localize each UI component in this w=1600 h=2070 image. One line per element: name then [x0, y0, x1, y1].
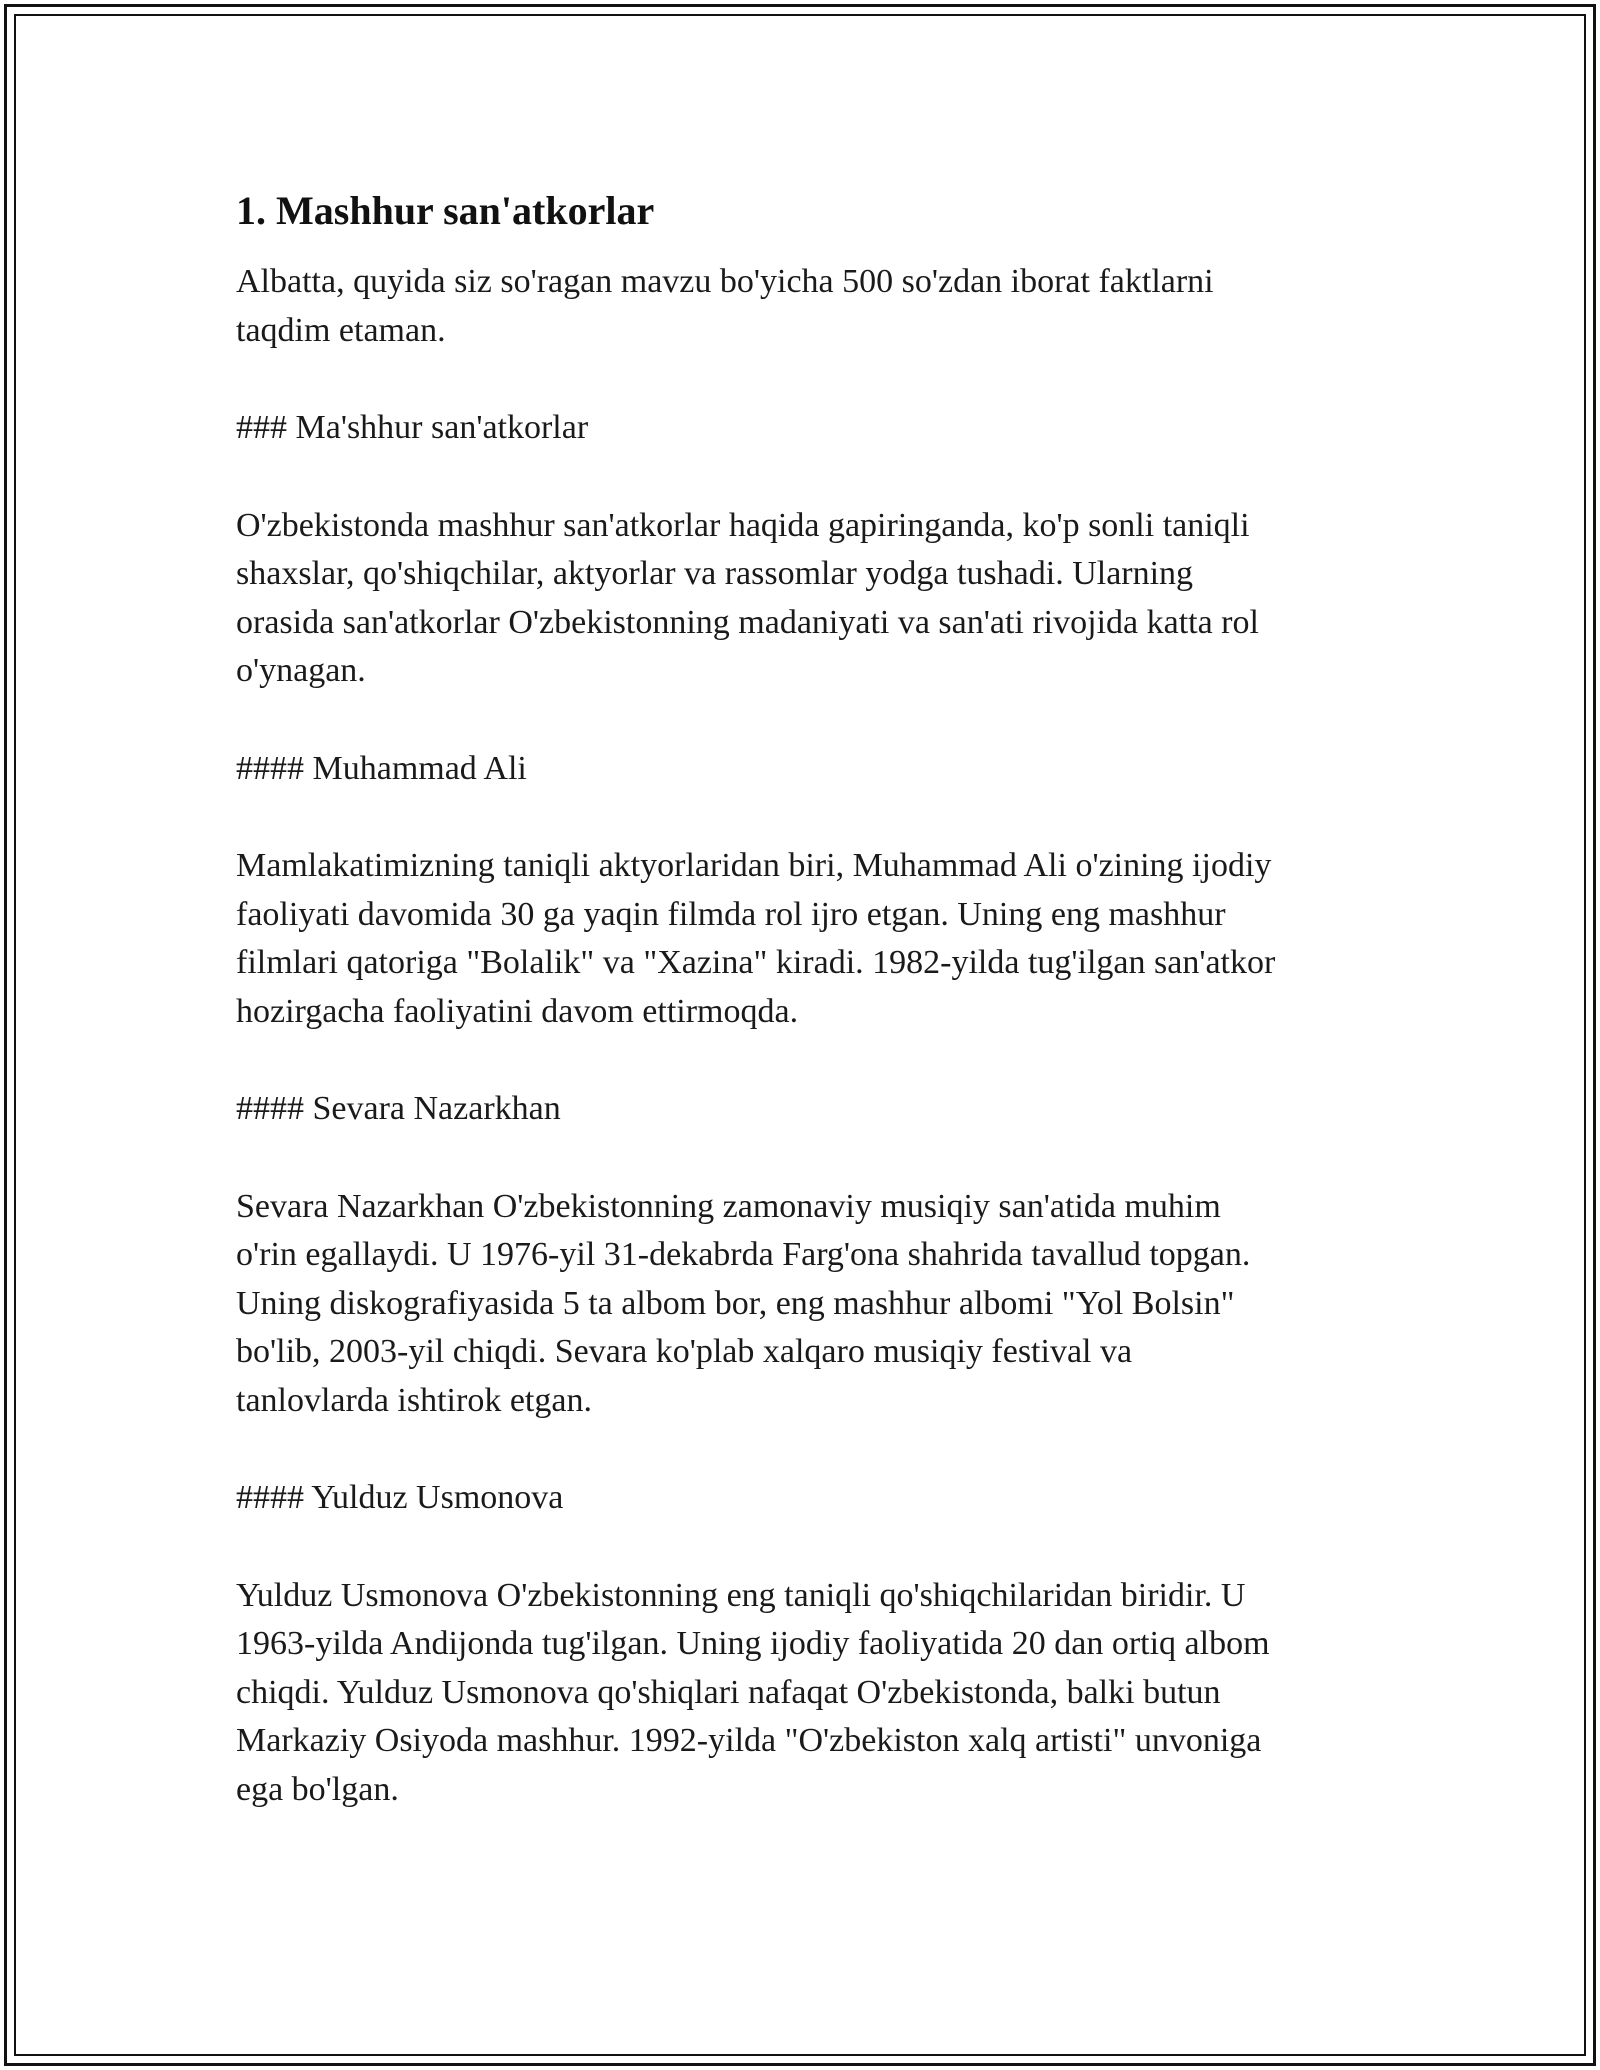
- document-body: [236, 186, 1366, 1814]
- artist-paragraph-sevara-nazarkhan: Sevara Nazarkhan O'zbekistonning zamonaviy musiqiy san'atida muhim o'rin egallaydi. U 1976-yil 31-dekabrda Farg'ona shahrida tavallud topgan. Uning diskografiyasida 5 ta albom bor, eng mashhur albomi "Yol Bolsin" bo'lib, 2003-yil chiqdi. Sevara ko'plab xalqaro musiqiy festival va tanlovlarda ishtirok etgan.: [236, 1187, 1251, 1419]
- document-title: 1. Mashhur san'atkorlar: [236, 188, 655, 233]
- intro-paragraph: Albatta, quyida siz so'ragan mavzu bo'yicha 500 so'zdan iborat faktlarni taqdim etaman.: [236, 263, 1214, 349]
- spacer: [236, 453, 1366, 502]
- spacer: [236, 1134, 1366, 1183]
- spacer: [236, 1425, 1366, 1474]
- artist-paragraph-muhammad-ali: Mamlakatimizning taniqli aktyorlaridan biri, Muhammad Ali o'zining ijodiy faoliyati davomida 30 ga yaqin filmda rol ijro etgan. Uning eng mashhur filmlari qatoriga "Bolalik" va "Xazina" kiradi. 1982-yilda tug'ilgan san'atkor hozirgacha faoliyatini davom ettirmoqda.: [236, 847, 1276, 1030]
- spacer: [236, 355, 1366, 404]
- section-paragraph: O'zbekistonda mashhur san'atkorlar haqida gapiringanda, ko'p sonli taniqli shaxslar, qo'shiqchilar, aktyorlar va rassomlar yodga tushadi. Ularning orasida san'atkorlar O'zbekistonning madaniyati va san'ati rivojida katta rol o'ynagan.: [236, 506, 1259, 689]
- spacer: [236, 696, 1366, 745]
- spacer: [236, 793, 1366, 842]
- artist-heading-yulduz-usmonova: #### Yulduz Usmonova: [236, 1479, 564, 1516]
- artist-heading-muhammad-ali: #### Muhammad Ali: [236, 749, 527, 787]
- artist-paragraph-yulduz-usmonova: Yulduz Usmonova O'zbekistonning eng taniqli qo'shiqchilaridan biridir. U 1963-yilda Andijonda tug'ilgan. Uning ijodiy faoliyatida 20 dan ortiq albom chiqdi. Yulduz Usmonova qo'shiqlari nafaqat O'zbekistonda, balki butun Markaziy Osiyoda mashhur. 1992-yilda "O'zbekiston xalq artisti" unvoniga ega bo'lgan.: [236, 1576, 1270, 1808]
- spacer: [236, 1036, 1366, 1085]
- artist-heading-sevara-nazarkhan: #### Sevara Nazarkhan: [236, 1090, 561, 1127]
- spacer: [236, 1523, 1366, 1572]
- section-heading: ### Ma'shhur san'atkorlar: [236, 409, 589, 446]
